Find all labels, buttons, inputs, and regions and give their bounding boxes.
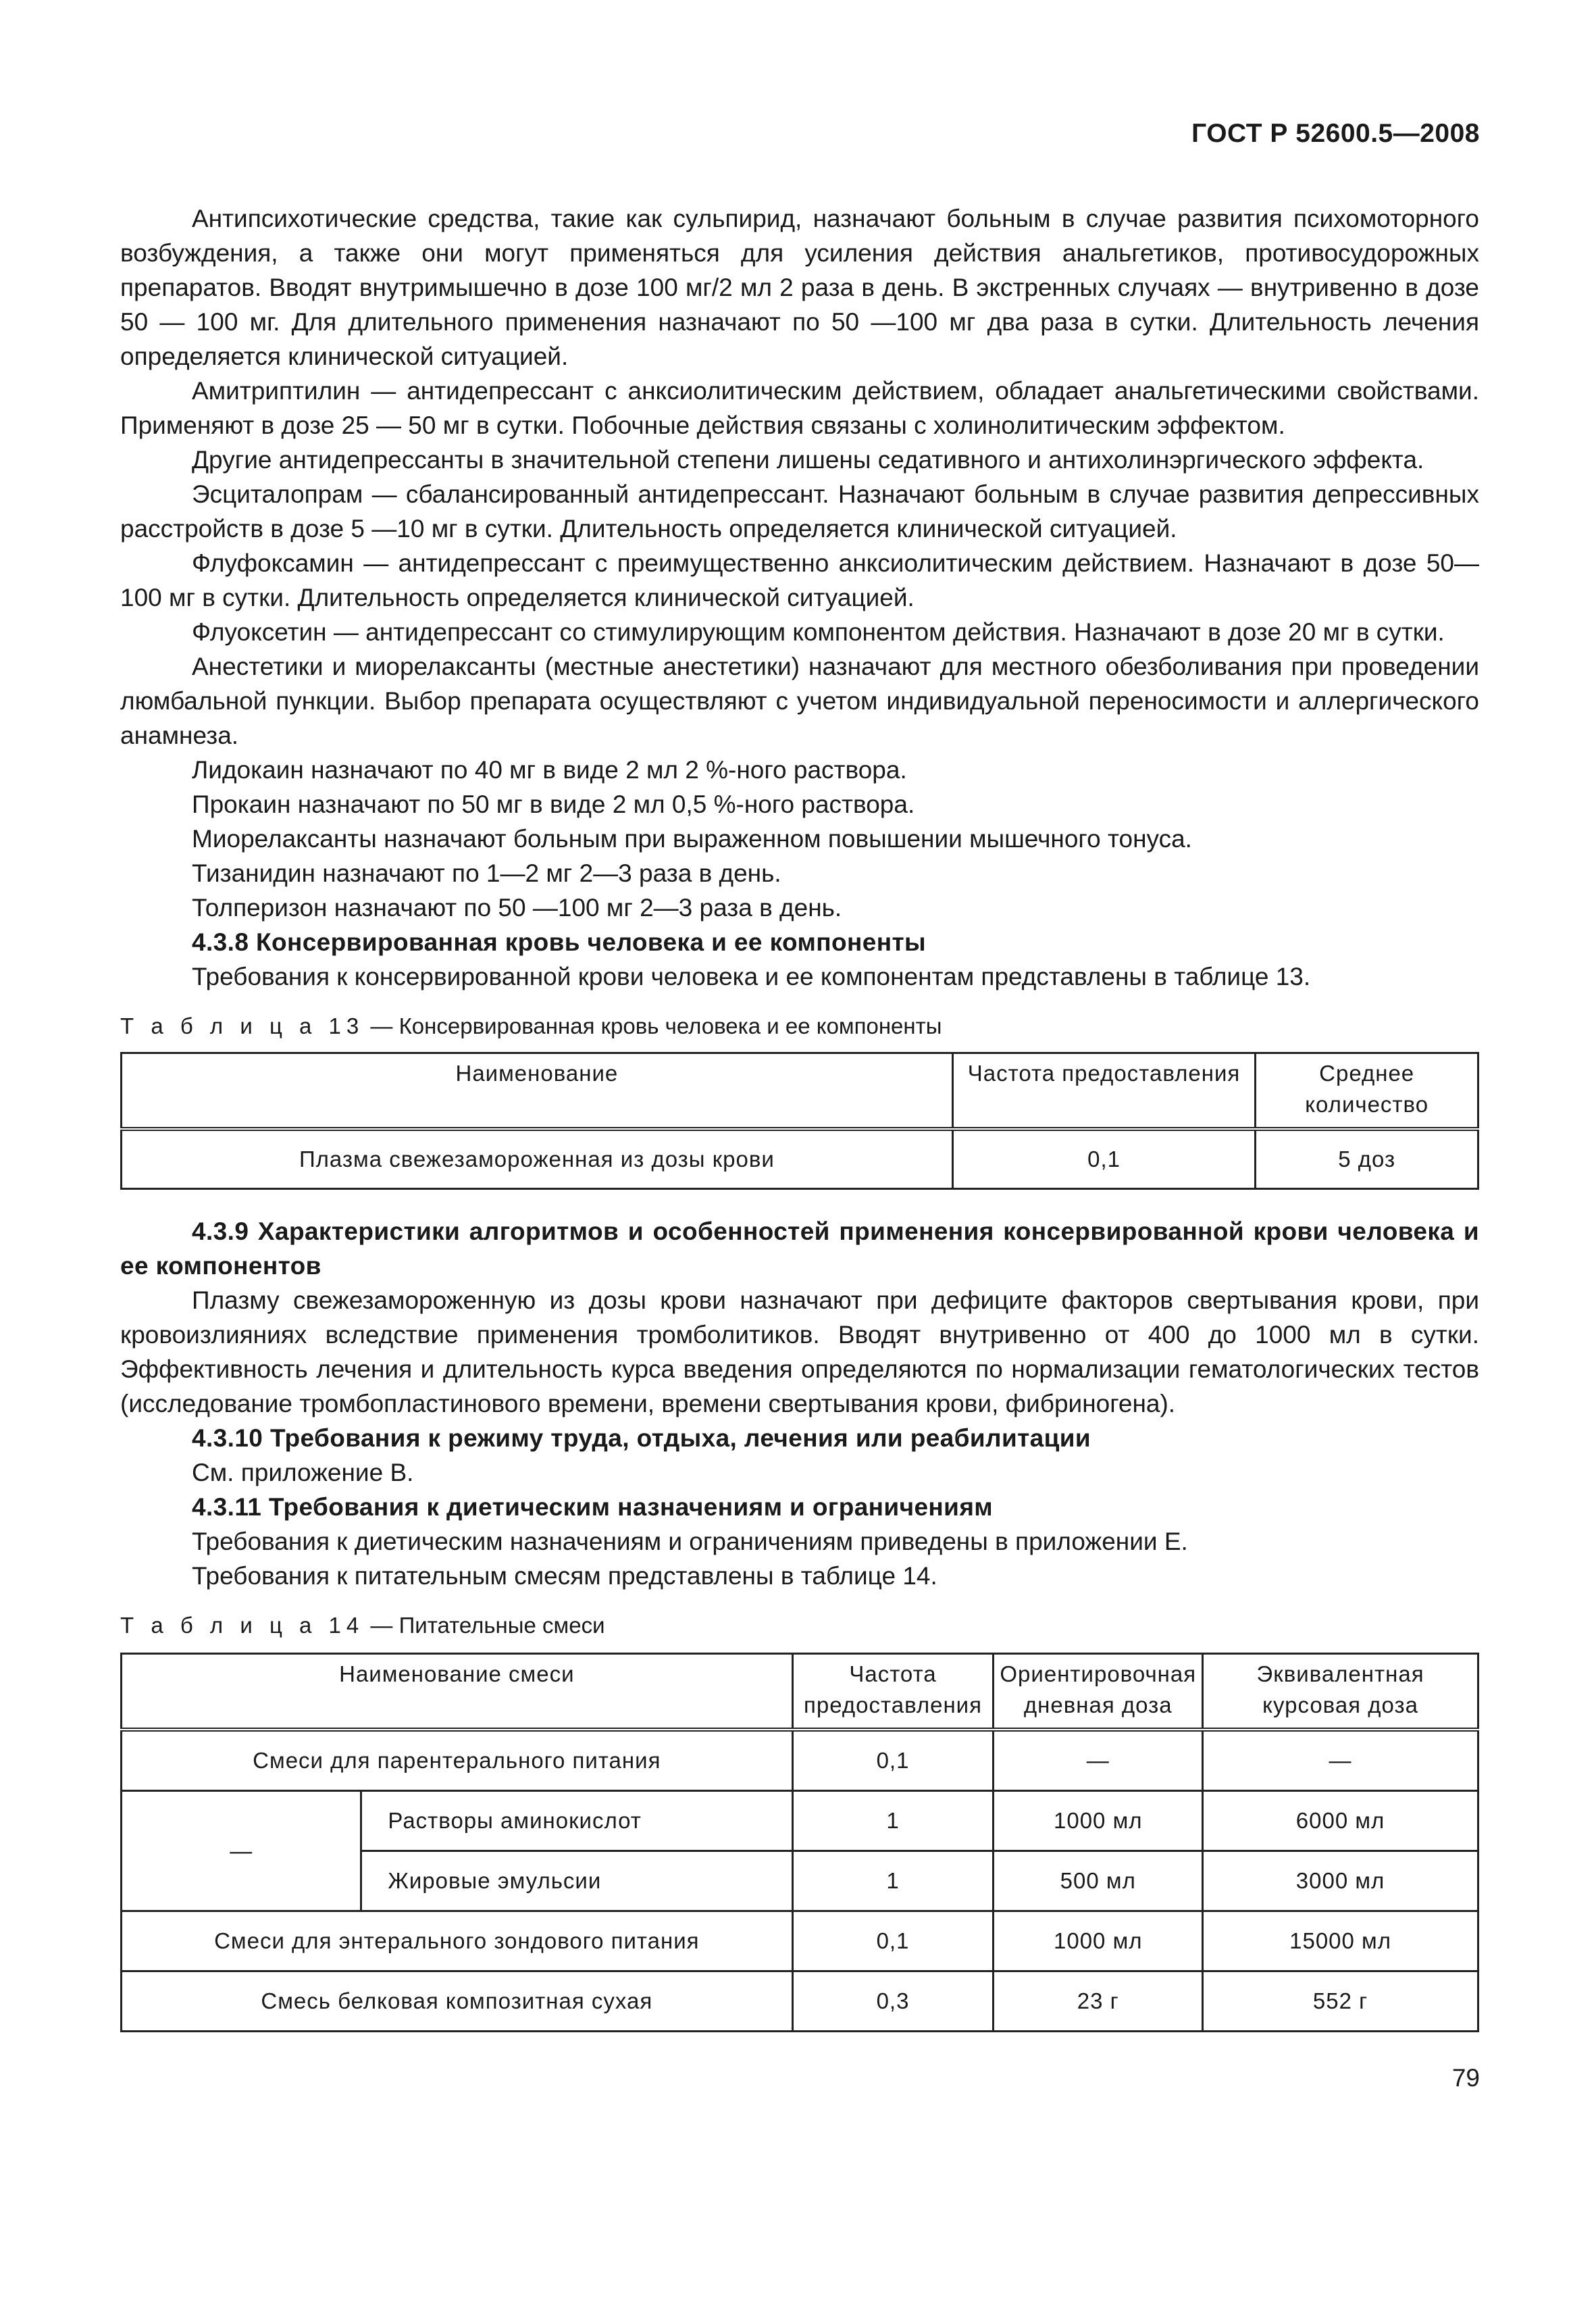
table-row xyxy=(122,1911,1478,1971)
table-cell: 0,1 xyxy=(792,1730,994,1791)
paragraph: Прокаин назначают по 50 мг в виде 2 мл 0,5 %-ного раствора. xyxy=(192,790,915,818)
table-header-cell: Ориентировочная дневная доза xyxy=(994,1654,1203,1730)
table-cell: 552 г xyxy=(1203,1971,1478,2032)
table-header-cell: Наименование смеси xyxy=(122,1654,793,1730)
paragraph: Требования к консервированной крови человека и ее компонентам представлены в таблице 13. xyxy=(192,963,1311,990)
table-header-cell: Наименование xyxy=(122,1053,953,1130)
table-14-caption-title: — Питательные смеси xyxy=(364,1613,605,1638)
table-header-row xyxy=(122,1654,1478,1730)
section-heading-4-3-9: 4.3.9 Характеристики алгоритмов и особенностей применения консервированной крови человека и ее компонентов xyxy=(120,1217,1479,1280)
paragraph: Плазму свежезамороженную из дозы крови назначают при дефиците факторов свертывания крови, при кровоизлияниях вследствие применения тромболитиков. Вводят внутривенно от 400 до 1000 мл в сутки. Эффективность лечения и длительность курса введения определяются по нормализации гематологических тестов (исследование тромбопластинового времени, времени свертывания крови, фибриногена). xyxy=(120,1286,1479,1417)
table-cell: 1000 мл xyxy=(994,1911,1203,1971)
table-cell: Смесь белковая композитная сухая xyxy=(122,1971,793,2032)
table-header-cell: Частота предоставления xyxy=(952,1053,1256,1130)
table-13-caption-title: — Консервированная кровь человека и ее компоненты xyxy=(364,1013,942,1038)
paragraph: Миорелаксанты назначают больным при выраженном повышении мышечного тонуса. xyxy=(192,825,1192,853)
paragraph: Требования к питательным смесям представлены в таблице 14. xyxy=(192,1562,937,1590)
paragraph: Требования к диетическим назначениям и ограничениям приведены в приложении Е. xyxy=(192,1528,1188,1555)
paragraph: Толперизон назначают по 50 —100 мг 2—3 раза в день. xyxy=(192,894,842,922)
table-header-row xyxy=(122,1053,1478,1130)
table-header-cell: Среднее количество xyxy=(1256,1053,1478,1130)
table-header-cell: Частота предоставления xyxy=(792,1654,994,1730)
paragraph: Тизанидин назначают по 1—2 мг 2—3 раза в день. xyxy=(192,859,781,887)
table-14 xyxy=(120,1653,1479,2032)
paragraph: Эсциталопрам — сбалансированный антидепрессант. Назначают больным в случае развития депрессивных расстройств в дозе 5 —10 мг в сутки. Длительность определяется клинической ситуацией. xyxy=(120,480,1479,543)
section-heading-4-3-11: 4.3.11 Требования к диетическим назначениям и ограничениям xyxy=(192,1493,994,1521)
paragraph: Анестетики и миорелаксанты (местные анестетики) назначают для местного обезболивания при проведении люмбальной пункции. Выбор препарата осуществляют с учетом индивидуальной переносимости и аллергического анамнеза. xyxy=(120,653,1479,749)
table-cell: 1 xyxy=(792,1851,994,1911)
table-row xyxy=(122,1730,1478,1791)
table-header-cell: Эквивалентная курсовая доза xyxy=(1203,1654,1478,1730)
table-cell: Смеси для парентерального питания xyxy=(122,1730,793,1791)
table-14-caption xyxy=(120,1611,1479,1640)
table-row xyxy=(122,1129,1478,1189)
section-heading-4-3-10: 4.3.10 Требования к режиму труда, отдыха, лечения или реабилитации xyxy=(192,1424,1091,1452)
table-cell: Смеси для энтерального зондового питания xyxy=(122,1911,793,1971)
table-cell: 1000 мл xyxy=(994,1791,1203,1851)
table-cell: 0,3 xyxy=(792,1971,994,2032)
paragraph: Другие антидепрессанты в значительной степени лишены седативного и антихолинэргического эффекта. xyxy=(192,446,1424,474)
table-cell: 6000 мл xyxy=(1203,1791,1478,1851)
paragraph: Флуфоксамин — антидепрессант с преимущественно анксиолитическим действием. Назначают в дозе 50—100 мг в сутки. Длительность определяется клинической ситуацией. xyxy=(120,549,1479,611)
paragraph: Лидокаин назначают по 40 мг в виде 2 мл 2 %-ного раствора. xyxy=(192,756,907,784)
table-14-caption-label: Т а б л и ц а 14 xyxy=(120,1613,365,1638)
table-cell: 5 доз xyxy=(1256,1129,1478,1189)
table-cell: 0,1 xyxy=(952,1129,1256,1189)
paragraph: Антипсихотические средства, такие как сульпирид, назначают больным в случае развития психомоторного возбуждения, а также они могут применяться для усиления действия анальгетиков, противосудорожных препаратов. Вводят внутримышечно в дозе 100 мг/2 мл 2 раза в день. В экстренных случаях — внутривенно в дозе 50 — 100 мг. Для длительного применения назначают по 50 —100 мг два раза в сутки. Длительность лечения определяется клинической ситуацией. xyxy=(120,205,1479,370)
main-content xyxy=(120,201,1479,2032)
table-13 xyxy=(120,1052,1479,1190)
table-cell: Жировые эмульсии xyxy=(361,1851,792,1911)
section-heading-4-3-8: 4.3.8 Консервированная кровь человека и ее компоненты xyxy=(192,928,927,956)
table-cell: 1 xyxy=(792,1791,994,1851)
page-number: 79 xyxy=(1451,2064,1480,2092)
table-cell-group-dash: — xyxy=(122,1791,361,1911)
table-cell: Плазма свежезамороженная из дозы крови xyxy=(122,1129,953,1189)
table-cell: 23 г xyxy=(994,1971,1203,2032)
paragraph: Флуоксетин — антидепрессант со стимулирующим компонентом действия. Назначают в дозе 20 мг в сутки. xyxy=(192,618,1445,646)
table-row xyxy=(122,1791,1478,1851)
table-cell: 0,1 xyxy=(792,1911,994,1971)
paragraph: См. приложение В. xyxy=(192,1459,414,1486)
table-cell: — xyxy=(1203,1730,1478,1791)
table-row xyxy=(122,1971,1478,2032)
table-cell: Растворы аминокислот xyxy=(361,1791,792,1851)
table-13-caption-label: Т а б л и ц а 13 xyxy=(120,1013,365,1038)
table-cell: 15000 мл xyxy=(1203,1911,1478,1971)
table-cell: 3000 мл xyxy=(1203,1851,1478,1911)
paragraph: Амитриптилин — антидепрессант с анксиолитическим действием, обладает анальгетическими свойствами. Применяют в дозе 25 — 50 мг в сутки. Побочные действия связаны с холинолитическим эффектом. xyxy=(120,377,1479,439)
document-code: ГОСТ Р 52600.5—2008 xyxy=(1191,119,1480,148)
table-cell: — xyxy=(994,1730,1203,1791)
table-13-caption xyxy=(120,1011,1479,1041)
table-cell: 500 мл xyxy=(994,1851,1203,1911)
